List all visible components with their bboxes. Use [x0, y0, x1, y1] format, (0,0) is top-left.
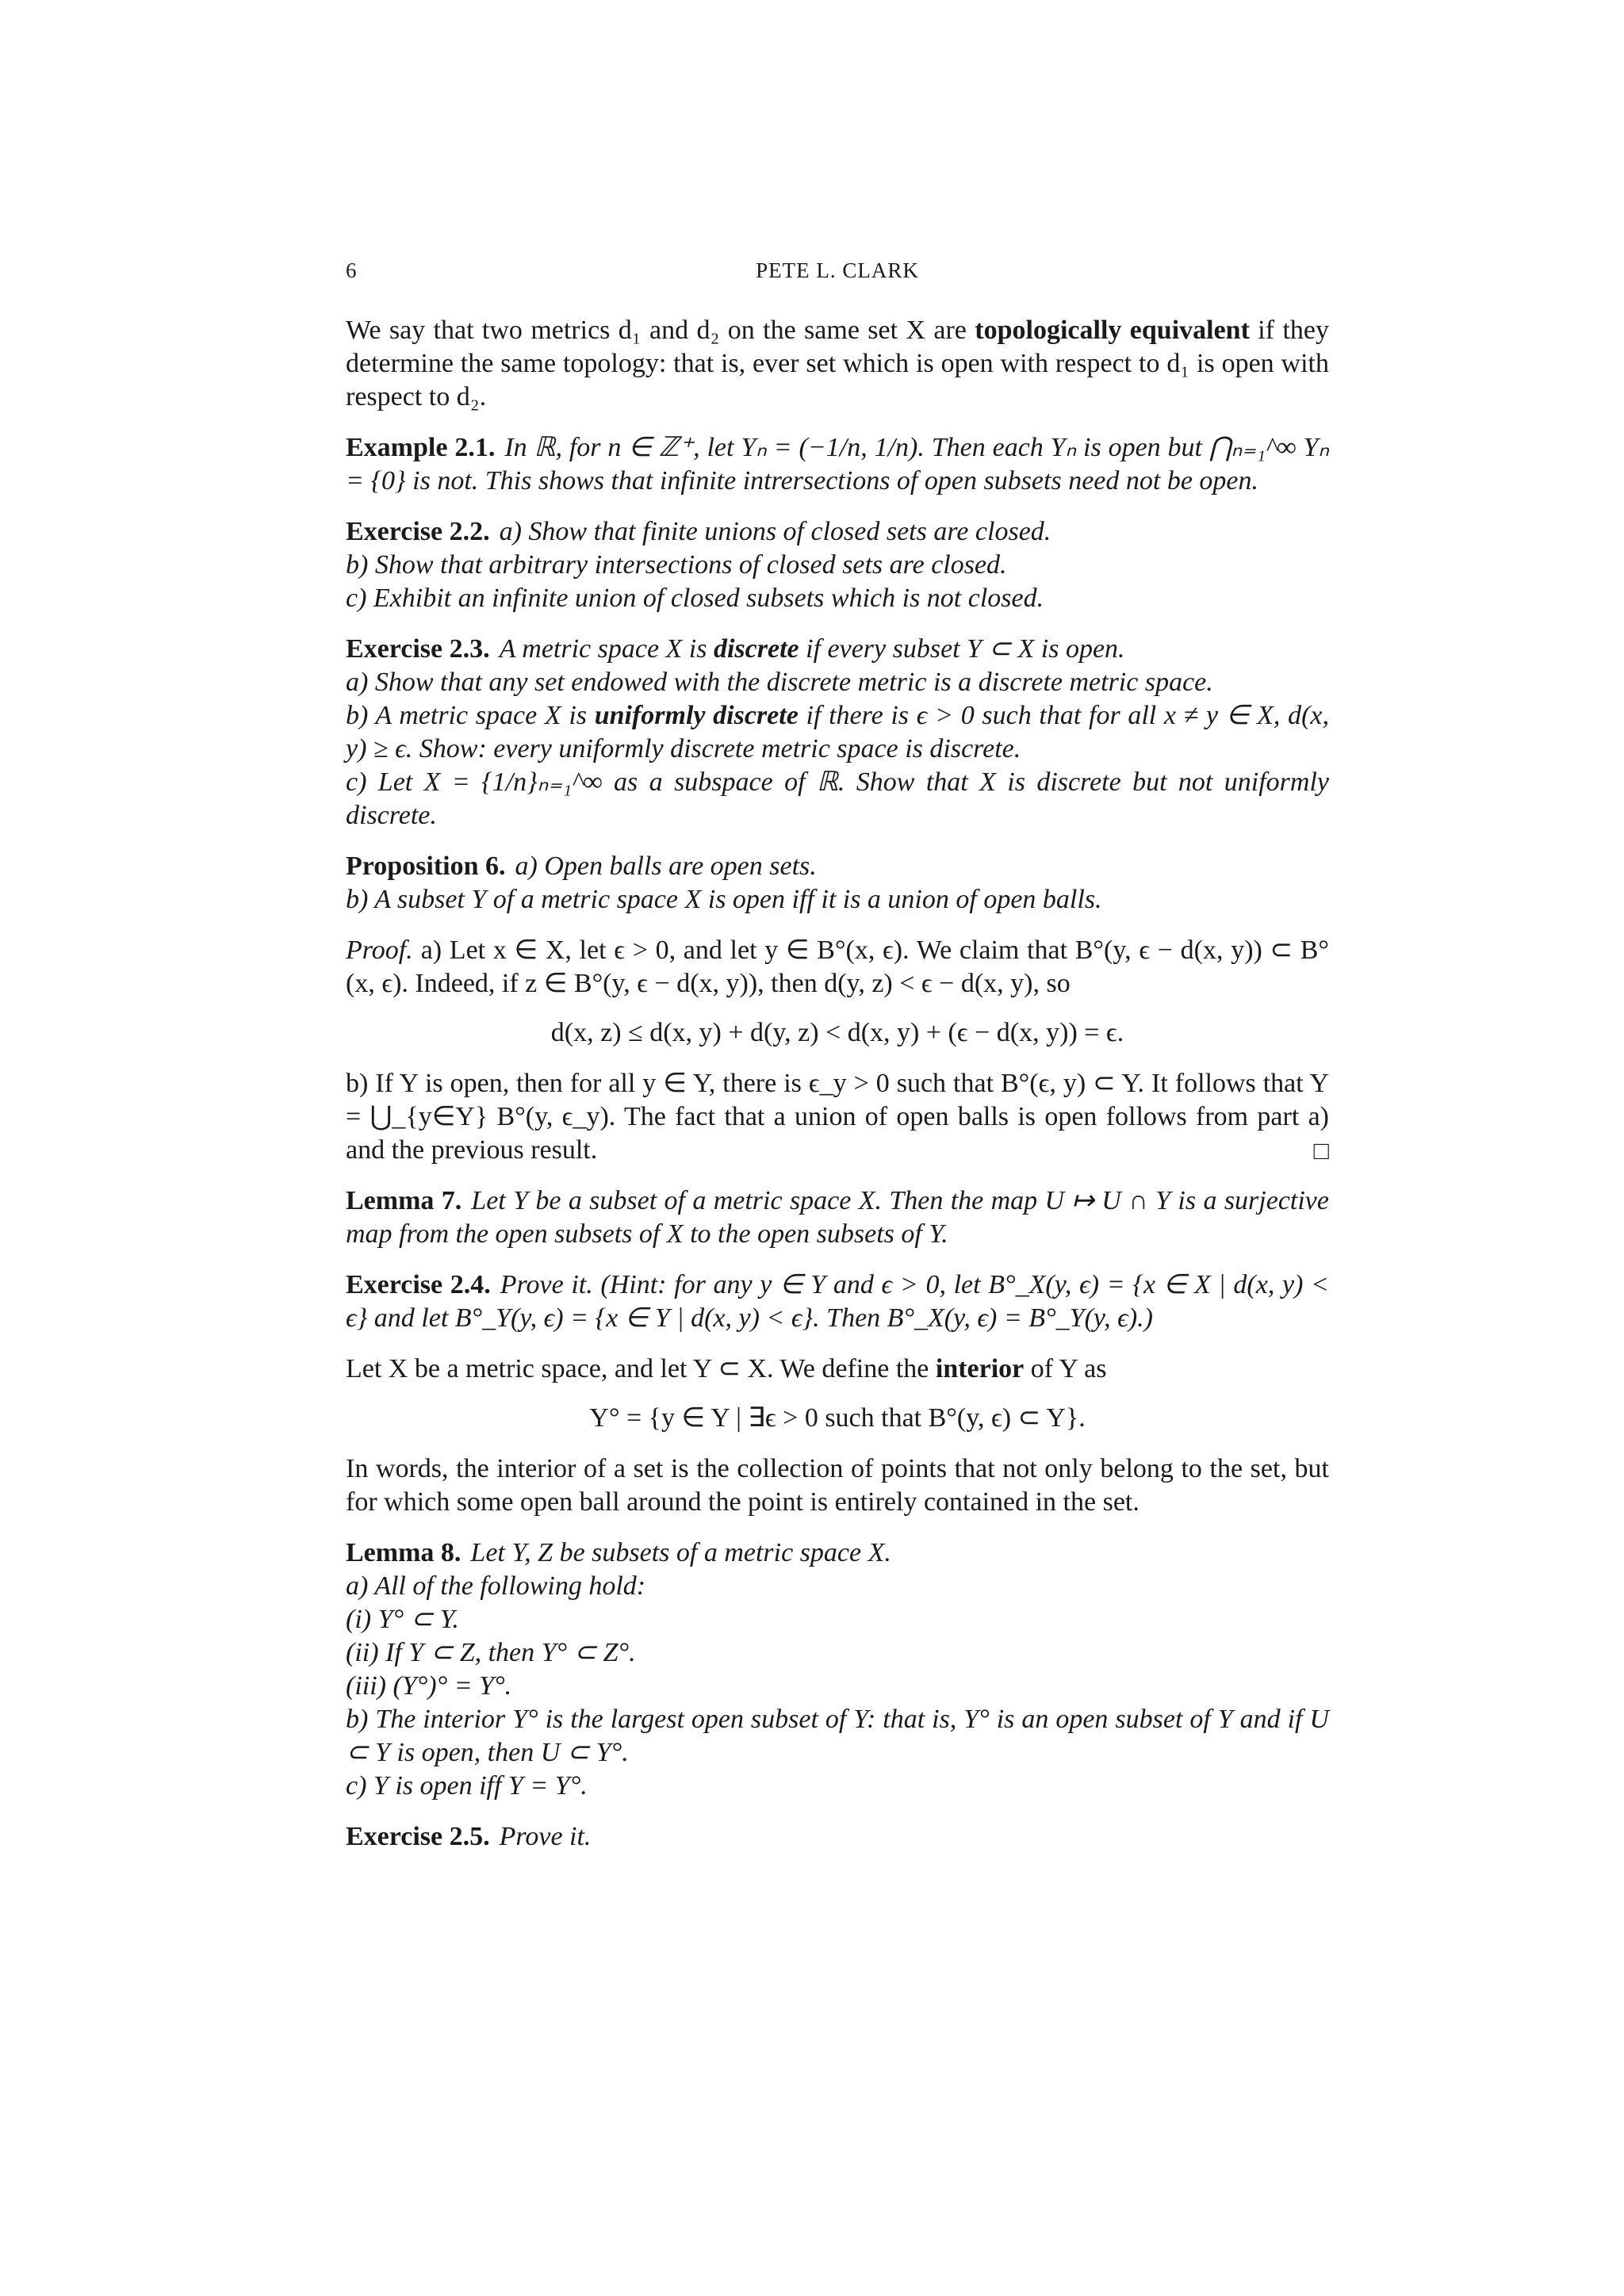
intro-text-1: We say that two metrics d₁ and d₂ on the same set X are [346, 316, 975, 345]
proposition-6-a: a) Open balls are open sets. [515, 851, 817, 881]
proposition-6-b: b) A subset Y of a metric space X is open iff it is a union of open balls. [346, 885, 1102, 914]
lemma-8 [346, 1536, 1329, 1803]
example-2-1-heading: Example 2.1. [346, 433, 496, 462]
example-2-1 [346, 431, 1329, 498]
proof-part-b: b) If Y is open, then for all y ∈ Y, there is ϵ_y > 0 such that B°(ϵ, y) ⊂ Y. It follows that Y = ⋃_{y∈Y} B°(y, ϵ_y). The fact that a union of open balls is open follows from part a) and the previous result. [346, 1069, 1329, 1165]
interior-definition [346, 1353, 1329, 1519]
lemma-8-lead: Let Y, Z be subsets of a metric space X. [470, 1538, 891, 1567]
exercise-2-3-heading: Exercise 2.3. [346, 634, 490, 664]
lemma-8-ii: (ii) If Y ⊂ Z, then Y° ⊂ Z°. [346, 1638, 636, 1667]
proof-part-a: a) Let x ∈ X, let ϵ > 0, and let y ∈ B°(x, ϵ). We claim that B°(y, ϵ − d(x, y)) ⊂ B°(x, ϵ). Indeed, if z ∈ B°(y, ϵ − d(x, y)), then d(y, z) < ϵ − d(x, y), so [346, 936, 1329, 998]
page-header [346, 258, 1329, 290]
interior-text-1: Let X be a metric space, and let Y ⊂ X. We define the [346, 1354, 936, 1383]
lemma-8-c: c) Y is open iff Y = Y°. [346, 1771, 588, 1800]
term-discrete: discrete [713, 634, 799, 664]
interior-display-equation: Y° = {y ∈ Y | ∃ϵ > 0 such that B°(y, ϵ) ⊂ Y}. [589, 1403, 1086, 1433]
lemma-7 [346, 1184, 1329, 1251]
exercise-2-5 [346, 1820, 1329, 1854]
term-uniformly-discrete: uniformly discrete [594, 701, 799, 730]
exercise-2-5-heading: Exercise 2.5. [346, 1822, 490, 1851]
intro-paragraph [346, 314, 1329, 414]
exercise-2-4-heading: Exercise 2.4. [346, 1270, 491, 1299]
exercise-2-2-heading: Exercise 2.2. [346, 517, 490, 546]
proposition-6 [346, 850, 1329, 916]
proposition-6-heading: Proposition 6. [346, 851, 506, 881]
exercise-2-3-b-2: if there is ϵ > 0 such that for all x ≠ y ∈ X, d(x, y) ≥ ϵ. Show: every uniformly discrete metric space is discrete. [346, 701, 1329, 763]
proof-heading: Proof. [346, 936, 413, 965]
lemma-8-b: b) The interior Y° is the largest open subset of Y: that is, Y° is an open subset of Y and if U ⊂ Y is open, then U ⊂ Y°. [346, 1705, 1329, 1767]
term-interior: interior [935, 1354, 1025, 1383]
exercise-2-3-b-1: b) A metric space X is [346, 701, 595, 730]
exercise-2-3 [346, 633, 1329, 832]
page-body [346, 314, 1329, 1871]
page-number: 6 [346, 258, 357, 282]
example-2-1-text: In ℝ, for n ∈ ℤ⁺, let Yₙ = (−1/n, 1/n). Then each Yₙ is open but ⋂ₙ₌₁^∞ Yₙ = {0} is not. This shows that infinite intrersections of open subsets need not be open. [346, 433, 1329, 496]
exercise-2-4-text: Prove it. (Hint: for any y ∈ Y and ϵ > 0, let B°_X(y, ϵ) = {x ∈ X | d(x, y) < ϵ} and let B°_Y(y, ϵ) = {x ∈ Y | d(x, y) < ϵ}. Then B°_X(y, ϵ) = B°_Y(y, ϵ).) [346, 1270, 1329, 1333]
interior-text-2: of Y as [1024, 1354, 1107, 1383]
exercise-2-2 [346, 515, 1329, 615]
running-head: PETE L. CLARK [756, 258, 919, 282]
exercise-2-2-c: c) Exhibit an infinite union of closed subsets which is not closed. [346, 584, 1044, 613]
exercise-2-3-lead: A metric space X is [499, 634, 714, 664]
proof [346, 934, 1329, 1167]
interior-in-words: In words, the interior of a set is the collection of points that not only belong to the set, but for which some open ball around the point is entirely contained in the set. [346, 1454, 1329, 1517]
exercise-2-3-lead-2: if every subset Y ⊂ X is open. [799, 634, 1125, 664]
lemma-8-heading: Lemma 8. [346, 1538, 462, 1567]
lemma-7-heading: Lemma 7. [346, 1186, 462, 1215]
intro-text-2: if they determine the same topology: that is, ever set which is open with respect to d₁ is open with respect to d₂. [346, 316, 1330, 411]
qed-symbol: □ [1313, 1136, 1329, 1165]
proof-display-equation: d(x, z) ≤ d(x, y) + d(y, z) < d(x, y) + (ϵ − d(x, y)) = ϵ. [550, 1018, 1124, 1047]
term-topologically-equivalent: topologically equivalent [975, 316, 1250, 345]
exercise-2-3-c: c) Let X = {1/n}ₙ₌₁^∞ as a subspace of ℝ. Show that X is discrete but not uniformly discrete. [346, 767, 1329, 830]
lemma-7-text: Let Y be a subset of a metric space X. Then the map U ↦ U ∩ Y is a surjective map from the open subsets of X to the open subsets of Y. [346, 1186, 1329, 1249]
exercise-2-2-b: b) Show that arbitrary intersections of closed sets are closed. [346, 550, 1007, 580]
exercise-2-4 [346, 1269, 1329, 1335]
exercise-2-3-a: a) Show that any set endowed with the discrete metric is a discrete metric space. [346, 668, 1213, 697]
exercise-2-5-text: Prove it. [499, 1822, 592, 1851]
lemma-8-a: a) All of the following hold: [346, 1571, 646, 1601]
lemma-8-i: (i) Y° ⊂ Y. [346, 1605, 459, 1634]
exercise-2-2-a: a) Show that finite unions of closed sets are closed. [499, 517, 1051, 546]
lemma-8-iii: (iii) (Y°)° = Y°. [346, 1671, 512, 1701]
